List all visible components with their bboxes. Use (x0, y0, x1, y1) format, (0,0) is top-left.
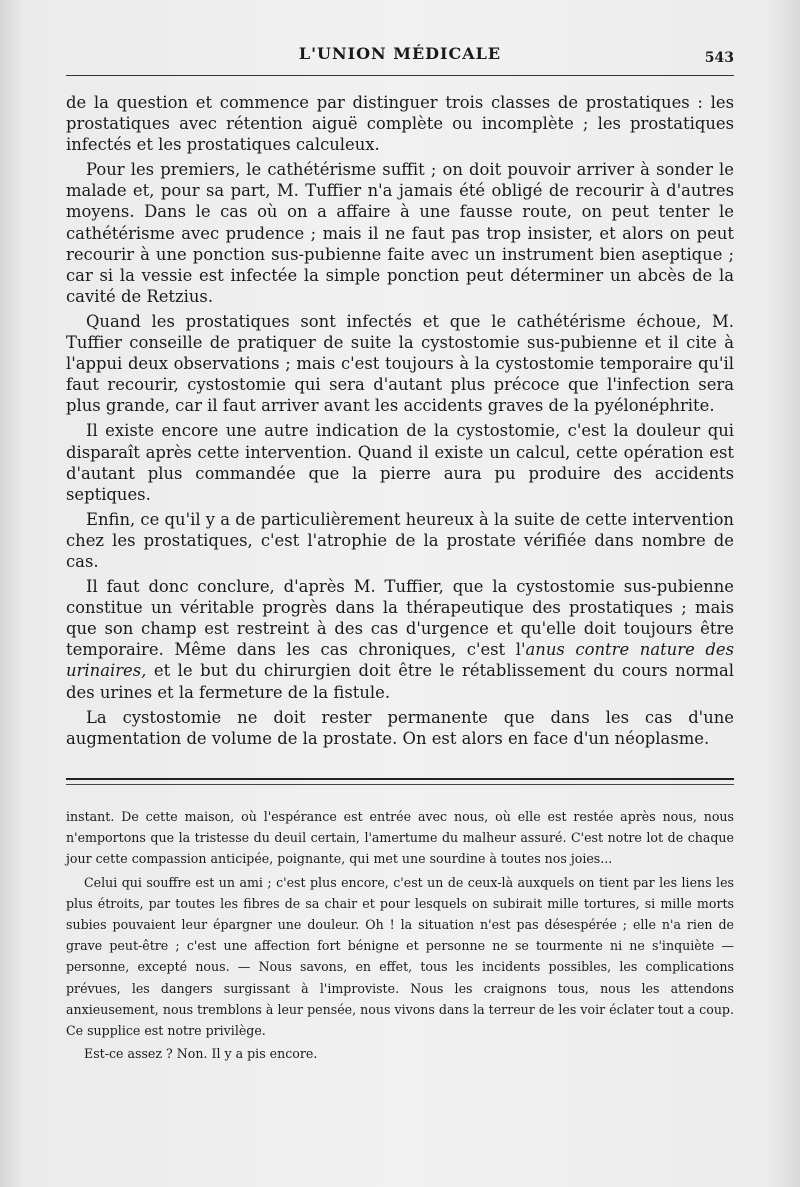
page-header (66, 44, 734, 74)
conclusion-text-start: Il faut donc conclure, d'après M. Tuffier, que la cystostomie sus-pubienne constitue un véritable progrès dans la thérapeutique des prostatiques ; mais que son champ est restreint à des cas d'urgence et qu'elle doit toujours être temporaire. Même dans les cas chroniques, c'est l' (66, 577, 734, 660)
conclusion-text-end: et le but du chirurgien doit être le rétablissement du cours normal des urines et la fermeture de la fistule. (66, 661, 734, 702)
section-divider (66, 778, 734, 780)
paragraph-3: Quand les prostatiques sont infectés et que le cathétérisme échoue, M. Tuffier conseille de pratiquer de suite la cystostomie sus-pubienne et il cite à l'appui deux observations ; mais c'est toujours à la cystostomie temporaire qu'il faut recourir, cystostomie qui sera d'autant plus précoce que l'infection sera plus grande, car il faut arriver avant les accidents graves de la pyélonéphrite. (66, 311, 734, 416)
header-rule (66, 75, 734, 76)
paragraph-4: Il existe encore une autre indication de la cystostomie, c'est la douleur qui disparaît après cette intervention. Quand il existe un calcul, cette opération est d'autant plus commandée que la pierre aura pu produire des accidents septiques. (66, 421, 734, 504)
paragraph-5: Enfin, ce qu'il y a de particulièrement heureux à la suite de cette intervention chez les prostatiques, c'est l'atrophie de la prostate vérifiée dans nombre de cas. (66, 509, 734, 571)
section-divider-thin (66, 784, 734, 785)
page-number: 543 (704, 50, 734, 66)
footnote-paragraph-2: Celui qui souffre est un ami ; c'est plus encore, c'est un de ceux-là auxquels on tient par les liens les plus étroits, par toutes les fibres de sa chair et pour lesquels on subirait mille tortures, si mille morts subies pouvaient leur épargner une douleur. Oh ! la situation n'est pas désespérée ; elle n'a rien de grave peut-être ; c'est une affection fort bénigne et personne ne se tourmente ni ne s'inquiète — personne, excepté nous. — Nous savons, en effet, tous les incidents possibles, les complications prévues, les dangers surgissant à l'improviste. Nous les craignons tous, nous les attendons anxieusement, nous tremblons à leur pensée, nous vivons dans la terreur de les voir éclater tout a coup. Ce supplice est notre privilège. (66, 874, 734, 1039)
footnote-paragraph-3: Est-ce assez ? Non. Il y a pis encore. (84, 1046, 318, 1062)
paragraph-2: Pour les premiers, le cathétérisme suffit ; on doit pouvoir arriver à sonder le malade et, pour sa part, M. Tuffier n'a jamais été obligé de recourir à d'autres moyens. Dans le cas où on a affaire à une fausse route, on peut tenter le cathétérisme avec prudence ; mais il ne faut pas trop insister, et alors on peut recourir à une ponction sus-pubienne faite avec un instrument bien aseptique ; car si la vessie est infectée la simple ponction peut déterminer un abcès de la cavité de Retzius. (66, 160, 734, 306)
paragraph-6: La cystostomie ne doit rester permanente que dans les cas d'une augmentation de volume de la prostate. On est alors en face d'un néoplasme. (66, 707, 734, 748)
conclusion-italic: anus contre nature des urinaires, (66, 640, 734, 681)
feuilleton-text (66, 806, 734, 1066)
running-title: L'UNION MÉDICALE (298, 44, 502, 63)
main-text (66, 92, 734, 753)
footnote-paragraph-1: instant. De cette maison, où l'espérance est entrée avec nous, où elle est restée après nous, nous n'emportons que la tristesse du deuil certain, l'amertume du malheur assuré. C'est notre lot de chaque jour cette compassion anticipée, poignante, qui met une sourdine à toutes nos joies... (66, 809, 734, 867)
paragraph-conclusion (66, 576, 734, 703)
paragraph-1: de la question et commence par distinguer trois classes de prostatiques : les prostatiques avec rétention aiguë complète ou incomplète ; les prostatiques infectés et les prostatiques calculeux. (66, 93, 734, 155)
